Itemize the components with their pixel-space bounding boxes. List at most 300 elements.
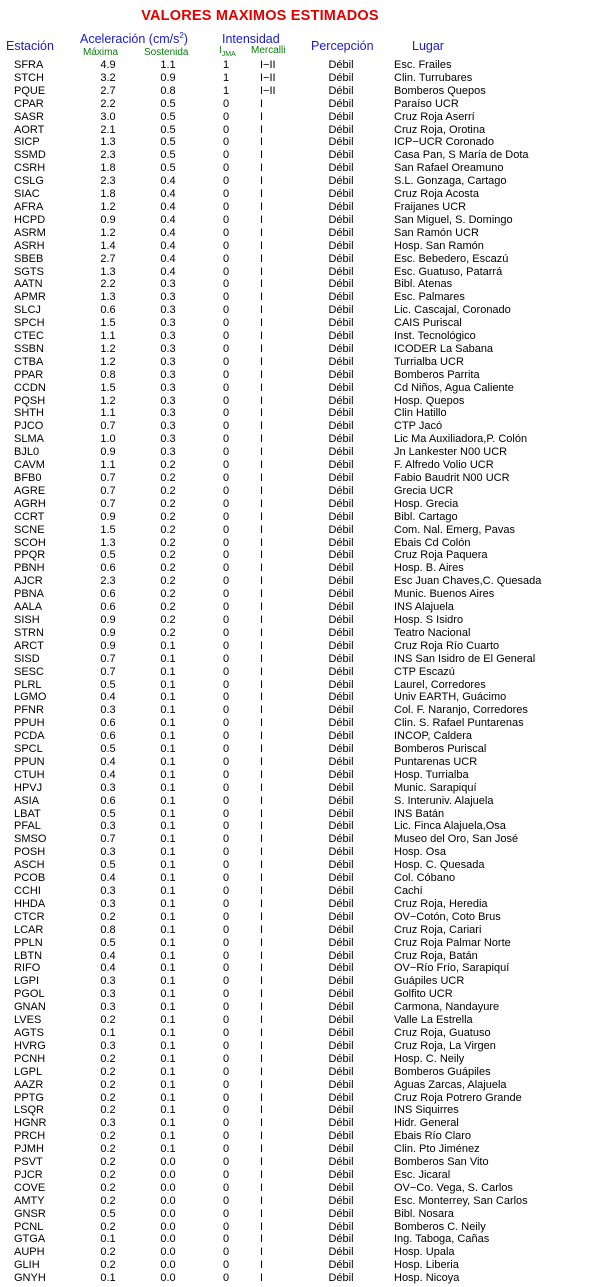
aceleracion-sostenida: 0.1 <box>160 936 176 949</box>
table-row <box>0 485 590 498</box>
aceleracion-maxima: 0.7 <box>100 497 116 510</box>
station-code: GLIH <box>14 1259 40 1272</box>
aceleracion-sostenida: 0.2 <box>160 484 176 497</box>
intensidad-jma: 0 <box>222 420 230 433</box>
table-row <box>0 975 590 988</box>
aceleracion-sostenida: 0.2 <box>160 601 176 614</box>
percepcion: Débil <box>328 330 354 343</box>
percepcion: Débil <box>328 523 354 536</box>
intensidad-mercalli: I <box>260 175 264 188</box>
aceleracion-sostenida: 0.3 <box>160 304 176 317</box>
intensidad-mercalli: I <box>260 1078 264 1091</box>
aceleracion-maxima: 2.3 <box>100 149 116 162</box>
intensidad-jma: 0 <box>222 433 230 446</box>
aceleracion-sostenida: 0.2 <box>160 459 176 472</box>
aceleracion-maxima: 2.3 <box>100 575 116 588</box>
table-row <box>0 214 590 227</box>
aceleracion-maxima: 1.2 <box>100 226 116 239</box>
percepcion: Débil <box>328 562 354 575</box>
intensidad-jma: 0 <box>222 730 230 743</box>
intensidad-mercalli: I <box>260 381 264 394</box>
intensidad-jma: 0 <box>222 601 230 614</box>
intensidad-jma: 0 <box>222 265 230 278</box>
station-code: SBEB <box>14 252 44 265</box>
aceleracion-maxima: 0.7 <box>100 420 116 433</box>
table-row <box>0 317 590 330</box>
intensidad-jma: 0 <box>222 562 230 575</box>
station-code: ASRM <box>14 226 46 239</box>
intensidad-jma: 0 <box>222 910 230 923</box>
table-row <box>0 1156 590 1169</box>
aceleracion-sostenida: 0.3 <box>160 368 176 381</box>
intensidad-mercalli: I <box>260 188 264 201</box>
intensidad-jma: 0 <box>222 833 230 846</box>
intensidad-mercalli: I <box>260 639 264 652</box>
intensidad-jma: 0 <box>222 755 230 768</box>
percepcion: Débil <box>328 613 354 626</box>
aceleracion-sostenida: 0.1 <box>160 807 176 820</box>
intensidad-jma: 0 <box>222 936 230 949</box>
aceleracion-sostenida: 0.1 <box>160 949 176 962</box>
intensidad-jma: 1 <box>222 84 230 97</box>
table-row <box>0 924 590 937</box>
header-mercalli: Mercalli <box>251 45 286 56</box>
aceleracion-maxima: 0.3 <box>100 1001 116 1014</box>
station-code: AMTY <box>14 1194 45 1207</box>
lugar: Hosp. San Ramón <box>394 239 484 252</box>
aceleracion-maxima: 0.9 <box>100 613 116 626</box>
intensidad-jma: 0 <box>222 1130 230 1143</box>
aceleracion-sostenida: 0.1 <box>160 755 176 768</box>
intensidad-jma: 0 <box>222 342 230 355</box>
intensidad-jma: 0 <box>222 97 230 110</box>
table-row <box>0 85 590 98</box>
table-row <box>0 1014 590 1027</box>
aceleracion-sostenida: 0.2 <box>160 510 176 523</box>
percepcion: Débil <box>328 794 354 807</box>
table-row <box>0 1233 590 1246</box>
percepcion: Débil <box>328 885 354 897</box>
lugar: Hosp. Upala <box>394 1246 455 1259</box>
aceleracion-sostenida: 1.1 <box>160 59 176 71</box>
table-row <box>0 124 590 137</box>
intensidad-jma: 0 <box>222 446 230 459</box>
intensidad-mercalli: I <box>260 239 264 252</box>
station-code: HGNR <box>14 1117 47 1130</box>
station-code: AAZR <box>14 1078 44 1091</box>
intensidad-jma: 0 <box>222 110 230 123</box>
intensidad-mercalli: I <box>260 743 264 756</box>
table-row <box>0 549 590 562</box>
aceleracion-sostenida: 0.2 <box>160 536 176 549</box>
intensidad-jma: 0 <box>222 1104 230 1117</box>
lugar: INS San Isidro de El General <box>394 652 536 665</box>
lugar: S.L. Gonzaga, Cartago <box>394 175 507 188</box>
aceleracion-maxima: 0.3 <box>100 846 116 859</box>
lugar: Hosp. Turrialba <box>394 768 469 781</box>
intensidad-mercalli: I <box>260 962 264 975</box>
aceleracion-maxima: 2.7 <box>100 252 116 265</box>
intensidad-jma: 0 <box>222 549 230 562</box>
aceleracion-sostenida: 0.1 <box>160 910 176 923</box>
intensidad-mercalli: I <box>260 136 264 149</box>
lugar: Hidr. General <box>394 1117 459 1130</box>
lugar: Esc. Monterrey, San Carlos <box>394 1194 528 1207</box>
percepcion: Débil <box>328 149 354 162</box>
station-code: CTUH <box>14 768 45 781</box>
table-row <box>0 717 590 730</box>
aceleracion-maxima: 1.3 <box>100 136 116 149</box>
lugar: Cruz Roja Acosta <box>394 188 479 201</box>
lugar: Cd Niños, Agua Caliente <box>394 381 514 394</box>
aceleracion-maxima: 1.1 <box>100 407 116 420</box>
aceleracion-maxima: 1.1 <box>100 459 116 472</box>
lugar: Hosp. Liberia <box>394 1259 459 1272</box>
table-row <box>0 1066 590 1079</box>
aceleracion-sostenida: 0.1 <box>160 730 176 743</box>
header-ijma <box>219 45 236 56</box>
aceleracion-sostenida: 0.0 <box>160 1156 176 1169</box>
intensidad-mercalli: I <box>260 394 264 407</box>
intensidad-jma: 0 <box>222 252 230 265</box>
lugar: OV−Río Frío, Sarapiquí <box>394 962 510 975</box>
aceleracion-sostenida: 0.1 <box>160 665 176 678</box>
aceleracion-maxima: 0.3 <box>100 1117 116 1130</box>
aceleracion-maxima: 1.2 <box>100 200 116 213</box>
header-intensidad: Intensidad <box>222 32 280 46</box>
aceleracion-maxima: 4.9 <box>100 59 116 71</box>
lugar: Inst. Tecnológico <box>394 330 476 343</box>
aceleracion-sostenida: 0.1 <box>160 1026 176 1039</box>
aceleracion-sostenida: 0.5 <box>160 149 176 162</box>
intensidad-mercalli: I <box>260 717 264 730</box>
aceleracion-sostenida: 0.1 <box>160 781 176 794</box>
station-code: PCNH <box>14 1052 46 1065</box>
aceleracion-maxima: 0.2 <box>100 1052 116 1065</box>
intensidad-mercalli: I <box>260 149 264 162</box>
table-row <box>0 1104 590 1117</box>
intensidad-mercalli: I <box>260 484 264 497</box>
aceleracion-maxima: 2.7 <box>100 84 116 97</box>
lugar: Munic. Sarapiquí <box>394 781 477 794</box>
intensidad-mercalli: I <box>260 975 264 988</box>
percepcion: Débil <box>328 291 354 304</box>
aceleracion-maxima: 1.5 <box>100 317 116 330</box>
lugar: Puntarenas UCR <box>394 755 478 768</box>
intensidad-jma: 0 <box>222 330 230 343</box>
station-code: PJCR <box>14 1168 43 1181</box>
intensidad-mercalli: I <box>260 123 264 136</box>
percepcion: Débil <box>328 1181 354 1194</box>
aceleracion-sostenida: 0.1 <box>160 1001 176 1014</box>
intensidad-jma: 1 <box>222 59 230 71</box>
station-code: PLRL <box>14 678 42 691</box>
intensidad-mercalli: I <box>260 278 264 291</box>
intensidad-mercalli: I <box>260 291 264 304</box>
aceleracion-sostenida: 0.1 <box>160 1091 176 1104</box>
intensidad-jma: 0 <box>222 317 230 330</box>
table-row <box>0 1040 590 1053</box>
station-code: RIFO <box>14 962 41 975</box>
intensidad-mercalli: I−II <box>260 84 276 97</box>
aceleracion-maxima: 1.2 <box>100 355 116 368</box>
station-code: AGRH <box>14 497 46 510</box>
table-row <box>0 950 590 963</box>
intensidad-mercalli: I <box>260 897 264 910</box>
percepcion: Débil <box>328 872 354 885</box>
intensidad-mercalli: I <box>260 162 264 175</box>
aceleracion-sostenida: 0.1 <box>160 1078 176 1091</box>
percepcion: Débil <box>328 988 354 1001</box>
station-code: GNAN <box>14 1001 46 1014</box>
station-code: SPCL <box>14 743 43 756</box>
aceleracion-sostenida: 0.2 <box>160 472 176 484</box>
aceleracion-maxima: 0.3 <box>100 897 116 910</box>
aceleracion-sostenida: 0.3 <box>160 407 176 420</box>
lugar: CTP Escazú <box>394 665 455 678</box>
percepcion: Débil <box>328 897 354 910</box>
intensidad-mercalli: I <box>260 1259 264 1272</box>
aceleracion-sostenida: 0.9 <box>160 71 176 84</box>
station-code: LGMO <box>14 691 47 704</box>
intensidad-mercalli: I <box>260 588 264 601</box>
table-row <box>0 433 590 446</box>
aceleracion-sostenida: 0.2 <box>160 626 176 639</box>
percepcion: Débil <box>328 781 354 794</box>
aceleracion-sostenida: 0.2 <box>160 588 176 601</box>
intensidad-jma: 0 <box>222 497 230 510</box>
table-row <box>0 808 590 821</box>
lugar: INS Batán <box>394 807 445 820</box>
station-code: COVE <box>14 1181 46 1194</box>
intensidad-mercalli: I <box>260 342 264 355</box>
header-maxima: Máxima <box>83 47 119 58</box>
aceleracion-sostenida: 0.0 <box>160 1272 176 1285</box>
intensidad-mercalli: I <box>260 1130 264 1143</box>
intensidad-jma: 0 <box>222 717 230 730</box>
intensidad-jma: 0 <box>222 897 230 910</box>
percepcion: Débil <box>328 755 354 768</box>
lugar: Munic. Buenos Aires <box>394 588 495 601</box>
table-row <box>0 72 590 85</box>
aceleracion-maxima: 1.0 <box>100 433 116 446</box>
intensidad-jma: 0 <box>222 846 230 859</box>
table-row <box>0 511 590 524</box>
station-code: PPAR <box>14 368 44 381</box>
intensidad-mercalli: I <box>260 768 264 781</box>
aceleracion-sostenida: 0.1 <box>160 743 176 756</box>
intensidad-mercalli: I <box>260 523 264 536</box>
station-code: PGOL <box>14 988 45 1001</box>
station-code: LVES <box>14 1014 42 1027</box>
station-code: CTBA <box>14 355 44 368</box>
intensidad-mercalli: I <box>260 317 264 330</box>
station-code: APMR <box>14 291 46 304</box>
aceleracion-sostenida: 0.0 <box>160 1233 176 1246</box>
table-row <box>0 1221 590 1234</box>
table-row <box>0 872 590 885</box>
intensidad-mercalli: I <box>260 833 264 846</box>
percepcion: Débil <box>328 820 354 833</box>
percepcion: Débil <box>328 188 354 201</box>
lugar: ICP−UCR Coronado <box>394 136 494 149</box>
station-code: POSH <box>14 846 46 859</box>
percepcion: Débil <box>328 394 354 407</box>
percepcion: Débil <box>328 859 354 872</box>
table-row <box>0 1169 590 1182</box>
percepcion: Débil <box>328 588 354 601</box>
intensidad-jma: 0 <box>222 1168 230 1181</box>
aceleracion-sostenida: 0.8 <box>160 84 176 97</box>
station-code: SLMA <box>14 433 44 446</box>
station-code: PPLN <box>14 936 43 949</box>
percepcion: Débil <box>328 136 354 149</box>
aceleracion-maxima: 3.0 <box>100 110 116 123</box>
aceleracion-maxima: 0.5 <box>100 678 116 691</box>
percepcion: Débil <box>328 833 354 846</box>
aceleracion-maxima: 2.3 <box>100 175 116 188</box>
intensidad-jma: 0 <box>222 1078 230 1091</box>
aceleracion-sostenida: 0.1 <box>160 639 176 652</box>
table-row <box>0 59 590 72</box>
intensidad-mercalli: I <box>260 459 264 472</box>
table-row <box>0 627 590 640</box>
intensidad-jma: 0 <box>222 1014 230 1027</box>
aceleracion-sostenida: 0.1 <box>160 1052 176 1065</box>
aceleracion-maxima: 0.6 <box>100 304 116 317</box>
aceleracion-maxima: 1.8 <box>100 188 116 201</box>
lugar: Clin. S. Rafael Puntarenas <box>394 717 524 730</box>
table-row <box>0 730 590 743</box>
intensidad-mercalli: I <box>260 304 264 317</box>
lugar: Guápiles UCR <box>394 975 465 988</box>
station-code: PQSH <box>14 394 46 407</box>
aceleracion-sostenida: 0.1 <box>160 846 176 859</box>
intensidad-mercalli: I <box>260 794 264 807</box>
lugar: Hosp. Grecia <box>394 497 459 510</box>
aceleracion-sostenida: 0.2 <box>160 549 176 562</box>
lugar: Cruz Roja Río Cuarto <box>394 639 500 652</box>
header-aceleracion-text: Aceleración (cm/s <box>80 32 180 46</box>
percepcion: Débil <box>328 123 354 136</box>
intensidad-jma: 0 <box>222 626 230 639</box>
intensidad-jma: 0 <box>222 175 230 188</box>
aceleracion-maxima: 0.2 <box>100 1194 116 1207</box>
aceleracion-sostenida: 0.1 <box>160 833 176 846</box>
intensidad-jma: 0 <box>222 291 230 304</box>
aceleracion-sostenida: 0.0 <box>160 1259 176 1272</box>
lugar: Valle La Estrella <box>394 1014 473 1027</box>
aceleracion-sostenida: 0.3 <box>160 330 176 343</box>
percepcion: Débil <box>328 484 354 497</box>
lugar: Hosp. C. Quesada <box>394 859 485 872</box>
percepcion: Débil <box>328 252 354 265</box>
intensidad-mercalli: I <box>260 936 264 949</box>
aceleracion-maxima: 0.4 <box>100 949 116 962</box>
aceleracion-sostenida: 0.1 <box>160 897 176 910</box>
station-code: SISH <box>14 613 40 626</box>
station-code: PPUN <box>14 755 45 768</box>
percepcion: Débil <box>328 265 354 278</box>
intensidad-mercalli: I <box>260 213 264 226</box>
table-row <box>0 1130 590 1143</box>
aceleracion-maxima: 0.5 <box>100 859 116 872</box>
percepcion: Débil <box>328 678 354 691</box>
aceleracion-sostenida: 0.3 <box>160 394 176 407</box>
aceleracion-maxima: 0.8 <box>100 368 116 381</box>
table-row <box>0 1246 590 1259</box>
aceleracion-maxima: 0.4 <box>100 872 116 885</box>
station-code: SCNE <box>14 523 45 536</box>
aceleracion-maxima: 0.2 <box>100 1220 116 1233</box>
station-code: AJCR <box>14 575 43 588</box>
percepcion: Débil <box>328 1001 354 1014</box>
intensidad-jma: 0 <box>222 1039 230 1052</box>
percepcion: Débil <box>328 652 354 665</box>
intensidad-jma: 0 <box>222 239 230 252</box>
station-code: AFRA <box>14 200 44 213</box>
table-row <box>0 201 590 214</box>
intensidad-mercalli: I <box>260 110 264 123</box>
aceleracion-maxima: 0.9 <box>100 639 116 652</box>
lugar: CTP Jacó <box>394 420 443 433</box>
intensidad-mercalli: I <box>260 1246 264 1259</box>
table-row <box>0 795 590 808</box>
aceleracion-maxima: 0.9 <box>100 446 116 459</box>
table-row <box>0 1208 590 1221</box>
aceleracion-maxima: 0.9 <box>100 510 116 523</box>
aceleracion-maxima: 1.5 <box>100 381 116 394</box>
lugar: Com. Nal. Emerg, Pavas <box>394 523 516 536</box>
aceleracion-maxima: 0.3 <box>100 781 116 794</box>
intensidad-mercalli: I <box>260 355 264 368</box>
lugar: Bomberos Parrita <box>394 368 480 381</box>
intensidad-mercalli: I <box>260 433 264 446</box>
aceleracion-sostenida: 0.4 <box>160 213 176 226</box>
table-row <box>0 691 590 704</box>
table-row <box>0 1117 590 1130</box>
intensidad-jma: 0 <box>222 820 230 833</box>
intensidad-jma: 0 <box>222 1026 230 1039</box>
aceleracion-maxima: 1.4 <box>100 239 116 252</box>
station-code: ASCH <box>14 859 45 872</box>
percepcion: Débil <box>328 1233 354 1246</box>
station-code: AGRE <box>14 484 46 497</box>
intensidad-mercalli: I <box>260 1194 264 1207</box>
station-code: LCAR <box>14 923 44 936</box>
percepcion: Débil <box>328 304 354 317</box>
percepcion: Débil <box>328 807 354 820</box>
station-code: PQUE <box>14 84 46 97</box>
lugar: Cruz Roja, Heredia <box>394 897 488 910</box>
intensidad-mercalli: I <box>260 1065 264 1078</box>
station-code: BFB0 <box>14 472 42 484</box>
station-code: LSQR <box>14 1104 44 1117</box>
header-jma-subscript: JMA <box>221 51 236 58</box>
intensidad-mercalli: I <box>260 1156 264 1169</box>
aceleracion-maxima: 0.5 <box>100 807 116 820</box>
aceleracion-maxima: 0.3 <box>100 988 116 1001</box>
station-code: SGTS <box>14 265 44 278</box>
intensidad-mercalli: I <box>260 226 264 239</box>
table-row <box>0 1272 590 1285</box>
table-row <box>0 588 590 601</box>
intensidad-mercalli: I <box>260 923 264 936</box>
percepcion: Débil <box>328 923 354 936</box>
lugar: San Miguel, S. Domingo <box>394 213 513 226</box>
table-row <box>0 653 590 666</box>
percepcion: Débil <box>328 949 354 962</box>
